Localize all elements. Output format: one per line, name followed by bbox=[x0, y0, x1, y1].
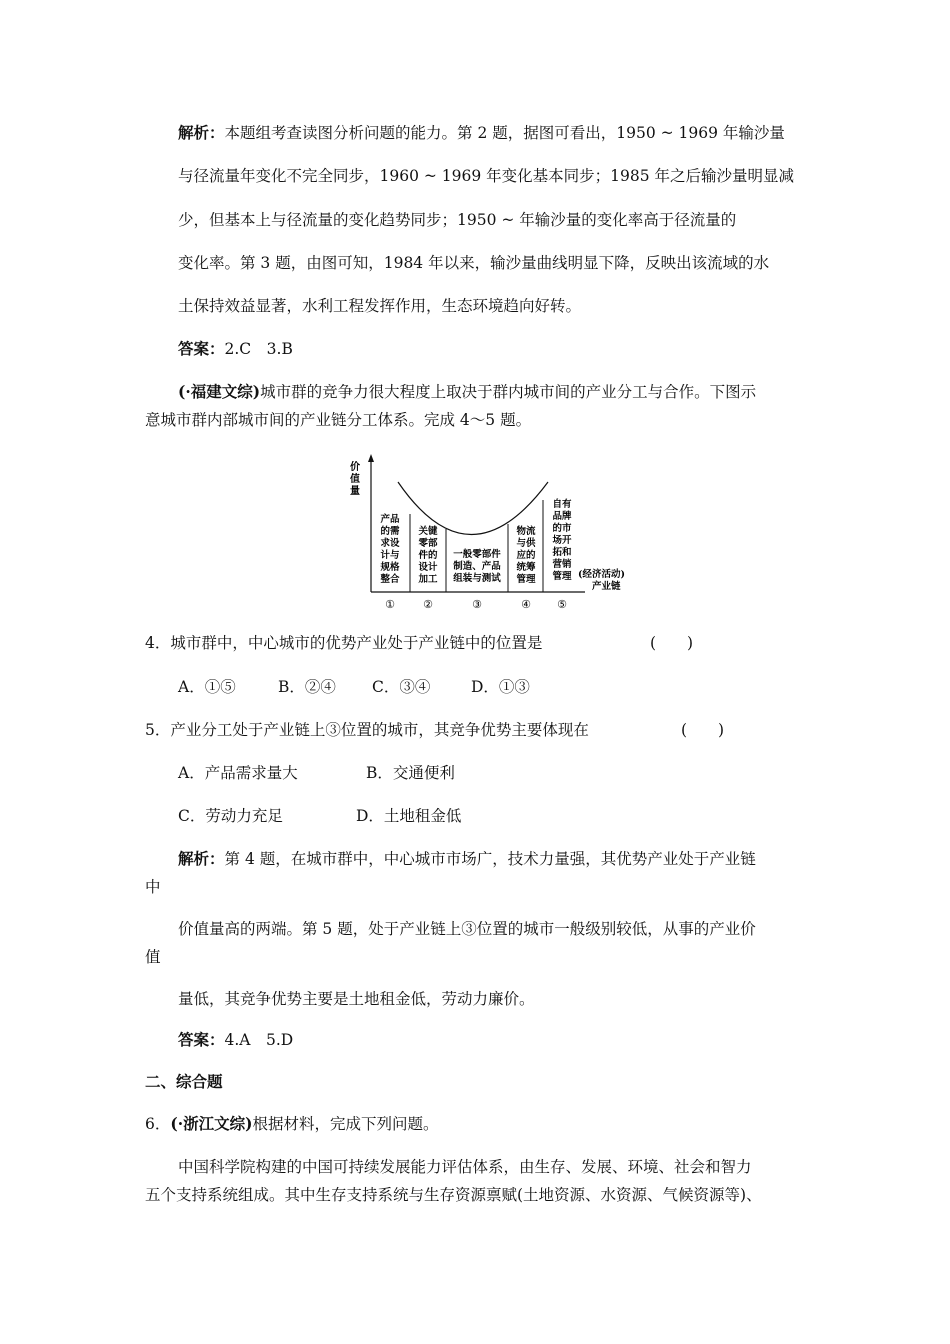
seg-5-line-1: 自有 bbox=[552, 499, 572, 510]
q4-option-c: C．③④ bbox=[372, 678, 431, 696]
source-fujian: (·福建文综) bbox=[178, 382, 261, 401]
analysis-1-line-2: 与径流量年变化不完全同步，1960 ~ 1969 年变化基本同步；1985 年之后输沙量明显减 bbox=[178, 167, 795, 185]
seg-1-line-5: 规格 bbox=[380, 562, 400, 573]
seg-4-line-2: 与供 bbox=[516, 538, 536, 549]
analysis-1-line-1: 解析：本题组考查读图分析问题的能力。第 2 题，据图可看出，1950 ~ 1969 年输沙量 bbox=[178, 123, 785, 142]
y-axis-arrow bbox=[368, 454, 374, 462]
y-label-1: 价 bbox=[350, 462, 360, 473]
material-line-2: 五个支持系统组成。其中生存支持系统与生存资源禀赋(土地资源、水资源、气候资源等)、 bbox=[145, 1186, 762, 1204]
y-label-2: 值 bbox=[350, 474, 360, 485]
intro-4-5-line-1: (·福建文综)城市群的竞争力很大程度上取决于群内城市间的产业分工与合作。下图示 bbox=[178, 382, 757, 401]
seg-2-line-2: 零部 bbox=[418, 538, 438, 549]
section-title: 二、综合题 bbox=[145, 1072, 223, 1091]
q4-stem: 4．城市群中，中心城市的优势产业处于产业链中的位置是 bbox=[145, 634, 543, 652]
x-label-2: 产业链 bbox=[592, 581, 621, 592]
industry-chain-figure bbox=[340, 452, 650, 622]
analysis-2-line-2b: 值 bbox=[145, 948, 161, 966]
analysis-2-line-3: 量低，其竞争优势主要是土地租金低，劳动力廉价。 bbox=[178, 990, 535, 1008]
material-line-1: 中国科学院构建的中国可持续发展能力评估体系，由生存、发展、环境、社会和智力 bbox=[178, 1158, 752, 1176]
seg-3-line-3: 组装与测试 bbox=[453, 573, 501, 584]
seg-4-line-4: 统筹 bbox=[516, 562, 536, 573]
q5-option-a: A．产品需求量大 bbox=[178, 764, 298, 782]
q5-stem: 5．产业分工处于产业链上③位置的城市，其竞争优势主要体现在 bbox=[145, 721, 589, 739]
seg-4-line-1: 物流 bbox=[516, 526, 536, 537]
analysis-1-line-5: 土保持效益显著，水利工程发挥作用，生态环境趋向好转。 bbox=[178, 297, 582, 315]
seg-1-num: ① bbox=[385, 598, 395, 611]
q5-option-b: B．交通便利 bbox=[366, 764, 455, 782]
seg-1-line-4: 计与 bbox=[380, 550, 400, 561]
x-label-1: (经济活动) bbox=[578, 569, 625, 580]
q4-option-a: A．①⑤ bbox=[178, 678, 236, 696]
analysis-2-line-1: 解析：第 4 题，在城市群中，中心城市市场广，技术力量强，其优势产业处于产业链 bbox=[178, 849, 756, 868]
seg-2-line-3: 件的 bbox=[418, 550, 438, 561]
seg-2-line-5: 加工 bbox=[418, 574, 438, 585]
seg-2-num: ② bbox=[423, 598, 433, 611]
seg-1-line-6: 整合 bbox=[380, 574, 400, 585]
seg-4-line-5: 管理 bbox=[516, 574, 536, 585]
seg-2-line-4: 设计 bbox=[418, 562, 438, 573]
analysis-2-line-1b: 中 bbox=[145, 878, 161, 896]
q5-option-d: D．土地租金低 bbox=[356, 807, 462, 825]
source-zhejiang: (·浙江文综) bbox=[170, 1114, 253, 1133]
seg-5-line-7: 管理 bbox=[552, 571, 572, 582]
analysis-1-line-4: 变化率。第 3 题，由图可知，1984 年以来，输沙量曲线明显下降，反映出该流域的水 bbox=[178, 254, 770, 272]
seg-1-line-3: 求设 bbox=[380, 538, 400, 549]
q4-option-b: B．②④ bbox=[278, 678, 336, 696]
y-label-3: 量 bbox=[350, 486, 360, 497]
seg-3-line-2: 制造、产品 bbox=[453, 561, 501, 572]
q4-paren: ( ) bbox=[650, 634, 694, 652]
analysis-1-line-3: 少，但基本上与径流量的变化趋势同步；1950 ~ 年输沙量的变化率高于径流量的 bbox=[178, 211, 737, 229]
seg-5-line-6: 营销 bbox=[552, 559, 572, 570]
seg-3-num: ③ bbox=[472, 598, 482, 611]
seg-5-line-2: 品牌 bbox=[552, 511, 572, 522]
seg-4-num: ④ bbox=[521, 598, 531, 611]
q5-option-c: C．劳动力充足 bbox=[178, 807, 283, 825]
seg-5-line-3: 的市 bbox=[552, 523, 572, 534]
intro-4-5-line-2: 意城市群内部城市间的产业链分工体系。完成 4～5 题。 bbox=[145, 411, 532, 429]
seg-3-line-1: 一般零部件 bbox=[453, 549, 501, 560]
seg-5-line-5: 拓和 bbox=[552, 547, 572, 558]
analysis-2-line-2: 价值量高的两端。第 5 题，处于产业链上③位置的城市一般级别较低，从事的产业价 bbox=[178, 920, 756, 938]
q5-paren: ( ) bbox=[681, 721, 725, 739]
q4-option-d: D．①③ bbox=[471, 678, 530, 696]
seg-5-num: ⑤ bbox=[557, 598, 567, 611]
seg-1-line-1: 产品 bbox=[380, 514, 400, 525]
answer-1: 答案：2.C 3.B bbox=[178, 339, 293, 358]
seg-2-line-1: 关键 bbox=[418, 526, 438, 537]
q6-stem: 6．(·浙江文综)根据材料，完成下列问题。 bbox=[145, 1114, 439, 1133]
analysis-label: 解析： bbox=[178, 123, 225, 142]
seg-5-line-4: 场开 bbox=[552, 535, 572, 546]
seg-4-line-3: 应的 bbox=[516, 550, 536, 561]
answer-2: 答案：4.A 5.D bbox=[178, 1030, 294, 1049]
seg-1-line-2: 的需 bbox=[380, 526, 400, 537]
